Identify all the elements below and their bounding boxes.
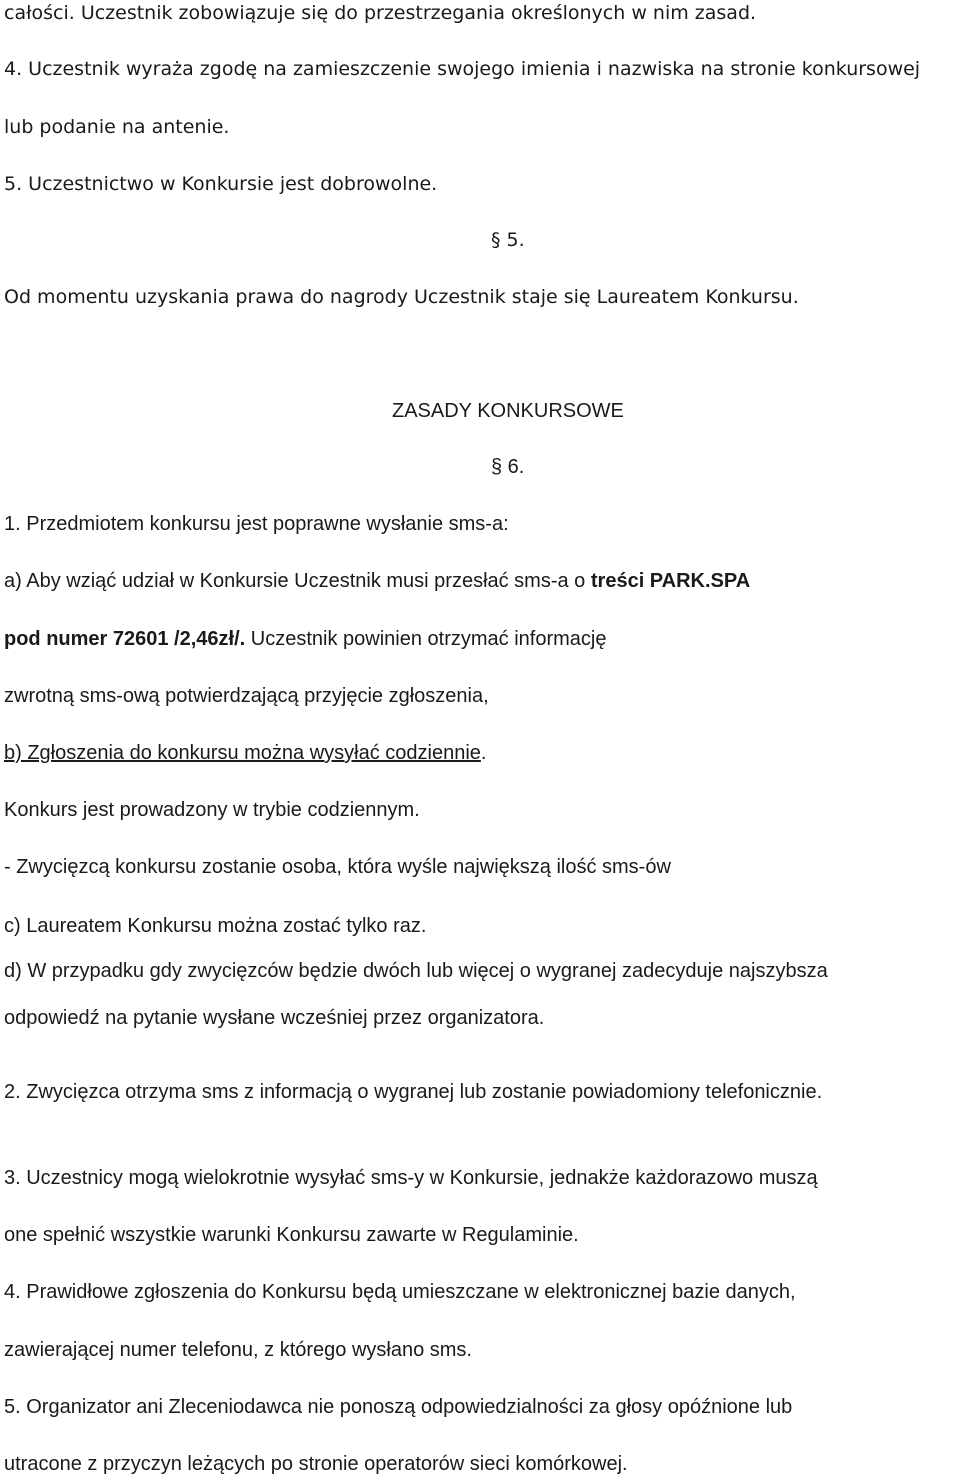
paragraph-4-line1: 4. Prawidłowe zgłoszenia do Konkursu będą umieszczane w elektronicznej bazie danych, xyxy=(4,1281,796,1303)
section-heading: ZASADY KONKURSOWE xyxy=(392,400,624,422)
item-a-line1 xyxy=(4,569,750,593)
paragraph-3-line2: one spełnić wszystkie warunki Konkursu zawarte w Regulaminie. xyxy=(4,1224,579,1246)
item-a-line3: zwrotną sms-ową potwierdzającą przyjęcie zgłoszenia, xyxy=(4,685,489,707)
text-line: całości. Uczestnik zobowiązuje się do przestrzegania określonych w nim zasad. xyxy=(4,2,757,24)
paragraph-4-line2: zawierającej numer telefonu, z którego wysłano sms. xyxy=(4,1339,472,1361)
item-d-line1: d) W przypadku gdy zwycięzców będzie dwóch lub więcej o wygranej zadecyduje najszybsza xyxy=(4,960,828,982)
item-b xyxy=(4,741,486,765)
paragraph-3-line1: 3. Uczestnicy mogą wielokrotnie wysyłać sms-y w Konkursie, jednakże każdorazowo muszą xyxy=(4,1167,818,1189)
item-b-dot: . xyxy=(480,742,487,764)
text-line: 5. Uczestnictwo w Konkursie jest dobrowolne. xyxy=(4,173,438,195)
item-a-line2 xyxy=(4,627,606,651)
item-c: c) Laureatem Konkursu można zostać tylko raz. xyxy=(4,915,427,937)
sms-content-bold: treści PARK.SPA xyxy=(590,570,751,592)
sms-number-bold: pod numer 72601 /2,46zł/. xyxy=(4,628,246,650)
item-d-line2: odpowiedź na pytanie wysłane wcześniej przez organizatora. xyxy=(4,1007,545,1029)
item-b-underlined: b) Zgłoszenia do konkursu można wysyłać codziennie xyxy=(4,742,481,764)
item-a-text: a) Aby wziąć udział w Konkursie Uczestnik musi przesłać sms-a o xyxy=(4,570,591,592)
section-number-6: § 6. xyxy=(491,456,525,478)
paragraph-5-line1: 5. Organizator ani Zleceniodawca nie ponoszą odpowiedzialności za głosy opóźnione lub xyxy=(4,1396,793,1418)
konkurs-note: Konkurs jest prowadzony w trybie codziennym. xyxy=(4,799,420,821)
text-line: 4. Uczestnik wyraża zgodę na zamieszczenie swojego imienia i nazwiska na stronie konkursowej xyxy=(4,58,921,80)
text-line: Od momentu uzyskania prawa do nagrody Uczestnik staje się Laureatem Konkursu. xyxy=(4,286,799,308)
text-line: lub podanie na antenie. xyxy=(4,116,230,138)
paragraph-2: 2. Zwycięzca otrzyma sms z informacją o wygranej lub zostanie powiadomiony telefonicznie. xyxy=(4,1081,823,1103)
paragraph-1: 1. Przedmiotem konkursu jest poprawne wysłanie sms-a: xyxy=(4,513,509,535)
winner-note: - Zwycięzcą konkursu zostanie osoba, która wyśle największą ilość sms-ów xyxy=(4,856,671,878)
paragraph-5-line2: utracone z przyczyn leżących po stronie operatorów sieci komórkowej. xyxy=(4,1453,628,1475)
section-number-5: § 5. xyxy=(491,229,525,251)
item-a-text2: Uczestnik powinien otrzymać informację xyxy=(245,628,607,650)
